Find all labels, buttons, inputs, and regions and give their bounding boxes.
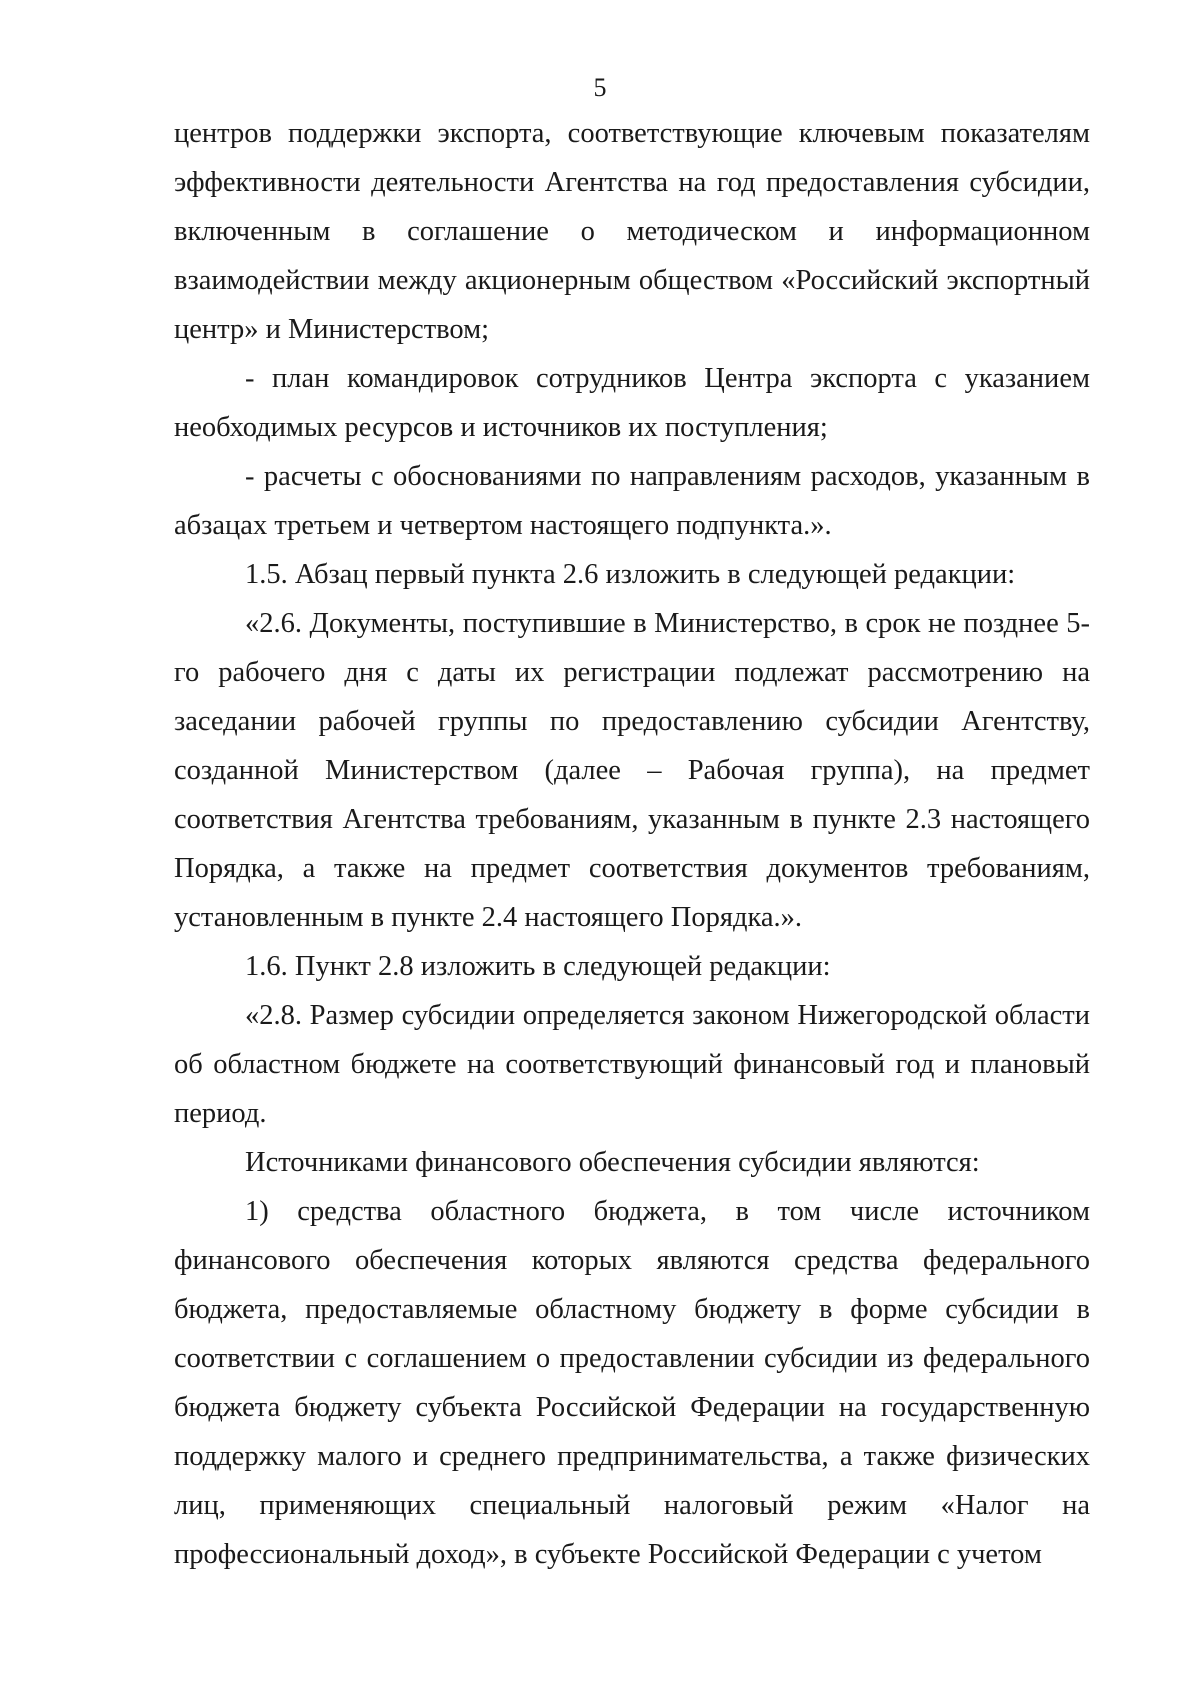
paragraph-9: 1) средства областного бюджета, в том числе источником финансового обеспечения которых являются средства федерального бюджета, предоставляемые областному бюджету в форме субсидии в соответствии с соглашением о предоставлении субсидии из федерального бюджета бюджету субъекта Российской Федерации на государственную поддержку малого и среднего предпринимательства, а также физических лиц, применяющих специальный налоговый режим «Налог на профессиональный доход», в субъекте Российской Федерации с учетом <box>174 1196 1090 1570</box>
paragraph-7: «2.8. Размер субсидии определяется законом Нижегородской области об областном бюджете на соответствующий финансовый год и плановый период. <box>174 1000 1090 1129</box>
paragraph-3: - расчеты с обоснованиями по направлениям расходов, указанным в абзацах третьем и четвертом настоящего подпункта.». <box>174 461 1090 541</box>
paragraph-2: - план командировок сотрудников Центра экспорта с указанием необходимых ресурсов и источников их поступления; <box>174 363 1090 443</box>
document-body <box>174 109 1090 1579</box>
paragraph-6: 1.6. Пункт 2.8 изложить в следующей редакции: <box>245 951 831 982</box>
paragraph-8: Источниками финансового обеспечения субсидии являются: <box>245 1147 980 1178</box>
paragraph-5: «2.6. Документы, поступившие в Министерство, в срок не позднее 5-го рабочего дня с даты их регистрации подлежат рассмотрению на заседании рабочей группы по предоставлению субсидии Агентству, созданной Министерством (далее – Рабочая группа), на предмет соответствия Агентства требованиям, указанным в пункте 2.3 настоящего Порядка, а также на предмет соответствия документов требованиям, установленным в пункте 2.4 настоящего Порядка.». <box>174 608 1090 933</box>
paragraph-1: центров поддержки экспорта, соответствующие ключевым показателям эффективности деятельности Агентства на год предоставления субсидии, включенным в соглашение о методическом и информационном взаимодействии между акционерным обществом «Российский экспортный центр» и Министерством; <box>174 118 1090 345</box>
page-number: 5 <box>593 73 607 102</box>
paragraph-4: 1.5. Абзац первый пункта 2.6 изложить в следующей редакции: <box>245 559 1016 590</box>
